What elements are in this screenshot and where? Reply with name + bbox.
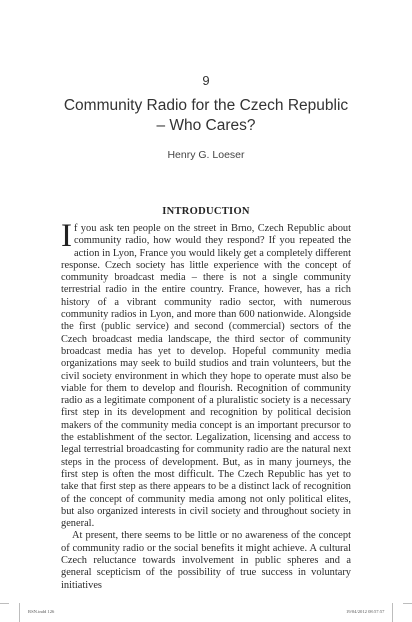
- crop-mark: [19, 603, 20, 622]
- crop-mark: [392, 603, 393, 622]
- body-text: [61, 218, 351, 592]
- section-heading: INTRODUCTION: [162, 206, 250, 217]
- paragraph-2: At present, there seems to be little or no awareness of the concept of community radio or the social benefits it might achieve. A cultural Czech reluctance towards involvement in public spheres and a general scepticism of the possibility of true success in voluntary initiatives: [61, 530, 351, 591]
- chapter-title: Community Radio for the Czech Republic – Who Cares?: [63, 97, 349, 134]
- drop-cap: I: [61, 218, 72, 254]
- paragraph-1-text: f you ask ten people on the street in Brno, Czech Republic about community radio, how would they respond? If you repeated the action in Lyon, France you would likely get a completely different response. Czech society has little experience with the concept of community broadcast media – there is not a single community terrestrial radio in the entire country. France, however, has a rich history of a vibrant community radio sector, with numerous community radios in Lyon, and more than 600 nationwide. Alongside the first (public service) and second (commercial) sectors of the Czech broadcast media landscape, the third sector of community broadcast media has yet to develop. Hopeful community media organizations may seek to build studios and train volunteers, but the civil society environment in which they hope to operate must also be viable for them to develop and flourish. Recognition of community radio as a legitimate component of a pluralistic society is a necessary first step in its development and recognition by political decision makers of the community media concept is an important precursor to the establishment of the sector. Legalization, licensing and access to legal terrestrial broadcasting for community radio are the natural next steps in the process of development. But, as in many journeys, the first step is often the most difficult. The Czech Republic has yet to take that first step as there appears to be a distinct lack of recognition of the concept of community media among not only political elites, but also organized interests in civil society and throughout society in general.: [61, 223, 351, 530]
- chapter-number: 9: [202, 73, 210, 88]
- chapter-author: Henry G. Loeser: [167, 149, 245, 161]
- slug-file: RSN.indd 126: [28, 609, 55, 614]
- crop-mark: [0, 603, 9, 604]
- crop-mark: [403, 603, 412, 604]
- slug-timestamp: 19/04/2012 08:57:57: [346, 609, 385, 614]
- paragraph-1: [61, 218, 351, 530]
